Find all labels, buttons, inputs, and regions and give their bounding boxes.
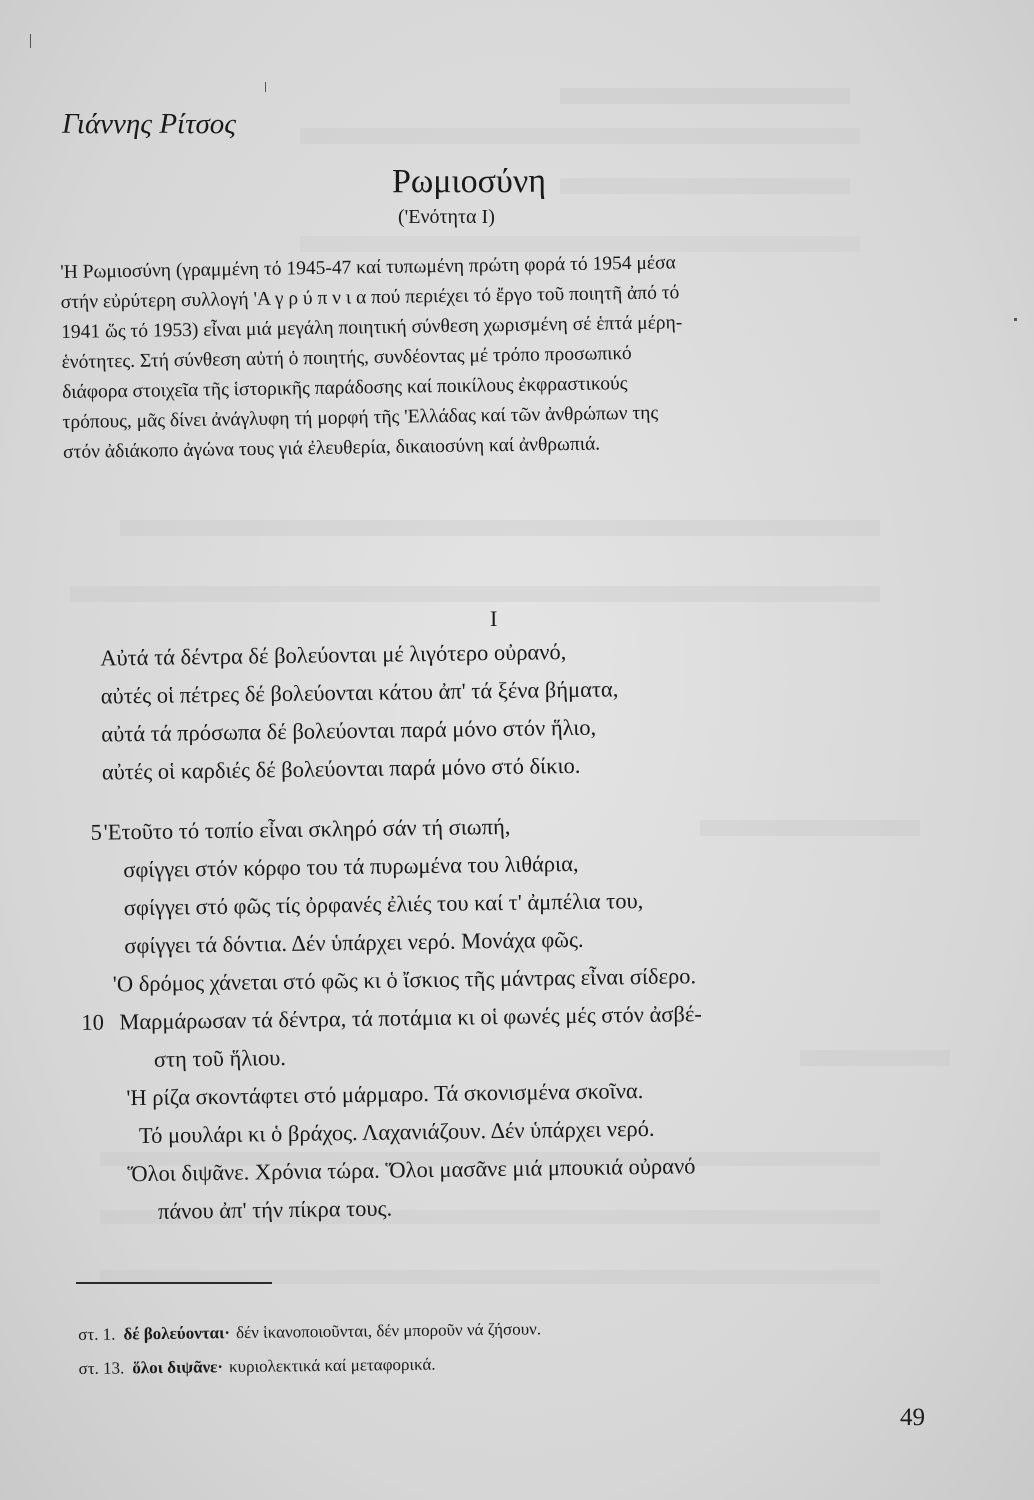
intro-line: 1941 ὥς τό 1953) εἶναι μιά μεγάλη ποιητική σύνθεση χωρισμένη σέ ἑπτά μέρη- bbox=[61, 312, 683, 343]
intro-line: στήν εὐρύτερη συλλογή 'Α γ ρ ύ π ν ι α πού περιέχει τό ἔργο τοῦ ποιητῆ ἀπό τό bbox=[60, 282, 680, 313]
verse-text: Ὅλοι διψᾶνε. Χρόνια τώρα. Ὅλοι μασᾶνε μιά μπουκιά οὐρανό bbox=[127, 1153, 696, 1187]
verse-text: 'Ο δρόμος χάνεται στό φῶς κι ὁ ἴσκιος τῆς μάντρας εἶναι σίδερο. bbox=[112, 963, 697, 997]
footnote-divider bbox=[76, 1282, 272, 1284]
footnotes bbox=[78, 1308, 879, 1386]
footnote-term: δέ βολεύονται· bbox=[123, 1323, 231, 1344]
verse-text: Τό μουλάρι κι ὁ βράχος. Λαχανιάζουν. Δέν ὑπάρχει νερό. bbox=[138, 1115, 655, 1149]
verse-text: αὐτές οἱ πέτρες δέ βολεύονται κάτου ἀπ' τά ξένα βήματα, bbox=[100, 676, 619, 709]
footnote-gloss: κυριολεκτικά καί μεταφορικά. bbox=[228, 1354, 436, 1377]
section-numeral: Ι bbox=[490, 606, 498, 631]
intro-line: στόν ἀδιάκοπο ἀγώνα τους γιά ἐλευθερία, δικαιοσύνη καί ἀνθρωπιά. bbox=[62, 433, 601, 463]
verse-text: Αὐτά τά δέντρα δέ βολεύονται μέ λιγότερο οὐρανό, bbox=[100, 639, 567, 671]
verse-text: σφίγγει στό φῶς τίς ὀρφανές ἐλιές του καί τ' ἀμπέλια του, bbox=[123, 887, 644, 921]
line-number: 5 bbox=[90, 819, 103, 845]
scan-speck bbox=[1014, 318, 1017, 321]
intro-paragraph bbox=[60, 245, 913, 468]
poem-subtitle: ('Ενότητα Ι) bbox=[398, 206, 495, 228]
intro-line: τρόπους, μᾶς δίνει ἀνάγλυφη τή μορφή τῆς 'Ελλάδας καί τῶν ἀνθρώπων της bbox=[62, 402, 659, 433]
page-number: 49 bbox=[900, 1404, 925, 1431]
verse-text: σφίγγει τά δόντια. Δέν ὑπάρχει νερό. Μονάχα φῶς. bbox=[124, 926, 584, 959]
verse-text: αὐτές οἱ καρδιές δέ βολεύονται παρά μόνο στό δίκιο. bbox=[101, 752, 581, 785]
poem-verses bbox=[68, 628, 956, 1232]
verse-text: 'Ετοῦτο τό τοπίο εἶναι σκληρό σάν τή σιωπή, bbox=[103, 813, 511, 845]
poem-title: Ρωμιοσύνη bbox=[392, 163, 546, 200]
footnote-term: ὅλοι διψᾶνε· bbox=[132, 1357, 224, 1378]
verse-text: στη τοῦ ἥλιου. bbox=[153, 1044, 287, 1072]
intro-line: 'Η Ρωμιοσύνη (γραμμένη τό 1945-47 καί τυπωμένη πρώτη φορά τό 1954 μέσα bbox=[60, 252, 676, 283]
verse-text: σφίγγει στόν κόρφο του τά πυρωμένα του λιθάρια, bbox=[123, 850, 579, 883]
scan-speck bbox=[30, 34, 31, 48]
intro-line: διάφορα στοιχεῖα τῆς ἱστορικῆς παράδοσης καί ποικίλους ἐκφραστικούς bbox=[61, 373, 628, 403]
verse-text: πάνου ἀπ' τήν πίκρα τους. bbox=[157, 1195, 393, 1224]
footnote-ref: στ. 13. bbox=[78, 1358, 125, 1378]
footnote-ref: στ. 1. bbox=[78, 1324, 116, 1344]
author-name: Γιάννης Ρίτσος bbox=[62, 108, 237, 140]
intro-line: ἑνότητες. Στή σύνθεση αὐτή ὁ ποιητής, συνδέοντας μέ τρόπο προσωπικό bbox=[61, 343, 632, 373]
verse-text: Μαρμάρωσαν τά δέντρα, τά ποτάμια κι οἱ φωνές μές στόν ἀσβέ- bbox=[119, 1001, 702, 1035]
verse-text: αὐτά τά πρόσωπα δέ βολεύονται παρά μόνο στόν ἥλιο, bbox=[101, 714, 597, 747]
verse-text: 'Η ρίζα σκοντάφτει στό μάρμαρο. Τά σκονισμένα σκοῖνα. bbox=[126, 1078, 644, 1111]
footnote-gloss: δέν ἱκανοποιοῦνται, δέν μποροῦν νά ζήσουν. bbox=[235, 1319, 542, 1343]
scan-speck bbox=[265, 82, 266, 92]
line-number: 10 bbox=[81, 1009, 105, 1035]
